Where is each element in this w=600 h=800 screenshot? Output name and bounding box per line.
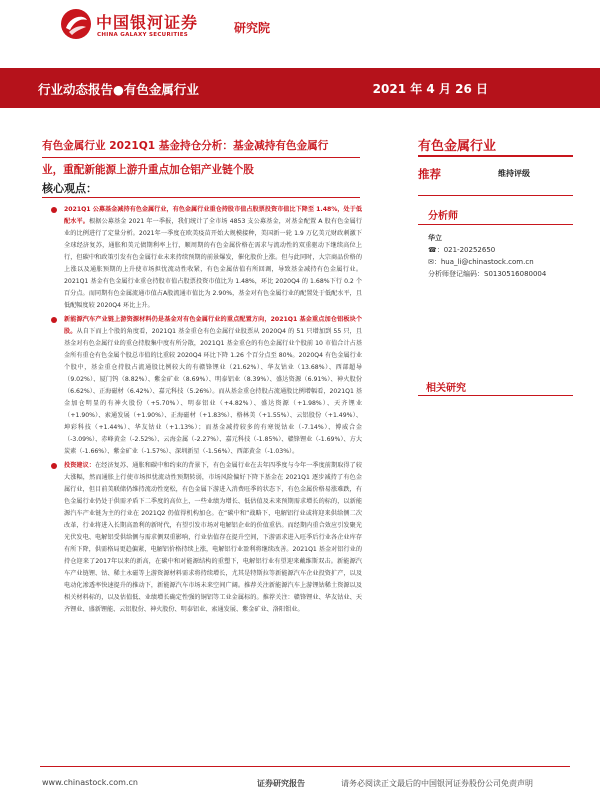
bullet-item bbox=[44, 460, 362, 616]
company-logo bbox=[60, 8, 271, 46]
footer-divider bbox=[40, 766, 570, 767]
bullet-item bbox=[44, 204, 362, 312]
related-divider bbox=[418, 395, 573, 396]
bullet-text: 从自下而上个股的角度看，2021Q1 基金重仓有色金属行业股票从 2020Q4 的 51 只增加到 55 只，且基金对有色金属行业的重仓持股集中度有所分散，2021Q1 基金重仓的有色金属行业个股前 10 市值合计占基金所有重仓有色金属个股总市值的比重较 2020Q4 环比下降 1.26 个百分点至 80%。2020Q4 有色金属行业个股中，基金重仓持股占流通股比例较大的有赣锋锂业（21.62%）、华友钴业（13.68%）、西部超导（9.02%）、厦门钨（8.82%）、紫金矿业（8.69%）、明泰铝业（8.39%）、盛达资源（6.91%）、神火股份（6.62%）、正海磁材（6.42%）、嘉元科技（5.26%）。而从基金重仓持股占流通股比例增幅看，2021Q1 基金加仓明显的有神火股份（+5.70%）、明泰铝业（+4.82%）、盛达资源（+1.98%）、天齐锂业（+1.90%）、索通发展（+1.90%）、正海磁材（+1.83%）、格林美（+1.55%）、云铝股份（+1.49%）、坤彩科技（+1.44%）、华友钴业（+1.13%）；而基金减持较多的有寒锐钴业（-7.14%）、博威合金（-3.09%）、赤峰黄金（-2.52%）、云海金属（-2.27%）、嘉元科技（-1.85%）、赣锋锂业（-1.69%）、方大炭素（-1.66%）、紫金矿业（-1.57%）、深圳新星（-1.56%）、西部黄金（-1.03%）。 bbox=[64, 328, 362, 455]
report-title-line1: 有色金属行业 2021Q1 基金持仓分析：基金减持有色金属行 bbox=[42, 140, 329, 152]
bullet-highlight: 2021Q1 公募基金减持有色金属行业，有色金属行业重仓持股市值占股票投资市值比下降至 1.48%，处于低配水平。 bbox=[64, 206, 362, 225]
footer-website[interactable]: www.chinastock.com.cn bbox=[42, 778, 138, 787]
rating-recommend: 推荐 bbox=[418, 167, 441, 181]
analyst-phone: ☎：021-20252650 bbox=[428, 246, 496, 254]
logo-dept: 研究院 bbox=[234, 21, 271, 35]
analyst-cert: 分析师登记编码：S0130516080004 bbox=[428, 270, 547, 278]
report-title-line2: 业，重配新能源上游升重点加仓铝产业链个股 bbox=[42, 164, 254, 176]
bullet-dot-icon bbox=[51, 463, 57, 469]
side-divider bbox=[418, 195, 573, 196]
footer-disclaimer: 请务必阅读正文最后的中国银河证券股份公司免责声明 bbox=[341, 779, 533, 788]
analyst-label: 分析师 bbox=[428, 211, 458, 222]
analyst-name: 华立 bbox=[428, 234, 442, 242]
core-divider bbox=[42, 197, 360, 198]
core-label: 核心观点： bbox=[42, 182, 97, 195]
header-band bbox=[0, 68, 600, 108]
bullet-item bbox=[44, 314, 362, 458]
analyst-email[interactable]: ✉：hua_li@chinastock.com.cn bbox=[428, 258, 534, 266]
core-points bbox=[44, 204, 362, 618]
title-divider bbox=[42, 157, 360, 158]
analyst-divider bbox=[418, 224, 573, 225]
bullet-text: 在经济复苏、通胀和碳中和约束的背景下，有色金属行业在去年四季度与今年一季度前期取得了较大涨幅，然而通胀上行使市场担忧流动性预期转弱，市场风险偏好下降下基金在 2021Q1 逐步减持了有色金属行业，但目前美联储仍维持流动性宽松，有色金属下游进入消费旺季的状态下，有色金属价格易涨难跌，有色金属行业仍处于供需矛盾下二季度的高位上，一些业绩为增长、低估值及未来预期需求增长的标的，以新能源汽车产业链为主的行业在 2021Q2 仍值得机构加仓。在“碳中和”战略下，电解铝行业或将迎来供给侧二次改革，行业将进入长期高盈利的新时代，有望引发市场对电解铝企业的价值重估。而经期内重合效应引发聚光光伏发电、电解铝受供给侧与需求侧双重影响，行业估值存在提升空间，下游需求进入旺季后行业各企业库存有所下降，供需格局更趋偏紧，电解铝价格持续上涨，电解铝行业盈利将继续改善。2021Q1 基金对铝行业的持仓迎来了2017年以来的新高，在碳中和对能源结构的重塑下，电解铝行业有望迎来戴维斯双击。新能源汽车产业链锂、钴、稀土永磁等上游资源材料需求将持续增长，尤其是特斯拉等新能源汽车企业投资扩产，以及电动化渗透率快速提升的推动下，新能源汽车市场未来空间广阔。推荐关注新能源汽车上游锂钴稀土资源以及相关材料标的，以及估值低、业绩增长确定性强的铜铝等工业金属标的。推荐关注：赣锋锂业、华友钴业、天齐锂业、盛新锂能、云铝股份、神火股份、明泰铝业、索通发展、紫金矿业、洛阳钼业。 bbox=[64, 462, 362, 613]
industry-name bbox=[418, 135, 568, 154]
rating-divider bbox=[418, 155, 573, 157]
bullet-text: 根据公募基金 2021 年一季报，我们统计了全市场 4853 支公募基金，对基金配置 A 股有色金属行业的比例进行了定量分析。2021年一季度在欧美疫苗开始大规模接种，美国新一轮 1.9 万亿美元财政刺激下全球经济复苏，通胀和美元债期利率上行，顺周期的有色金属价格在需求与流动性的双重驱动下继续高位上行，但碳中和政策引发有色金属行业未来持续预期的前景爆发，催化股价上涨。但与此同时，大宗商品价格的上涨以及通胀预期的上升使市场担忧流动性收紧，有色金属估值有所回调，导致基金减持有色金属行业。2021Q1 基金有色金属行业重仓持股市值占股票投资市值比为 1.48%，环比 2020Q4 的 1.68%下行 0.2 个百分点。而同期有色金属流通市值占A股流通市值比为 2.90%，基金对有色金属行业的配置处于低配水平，且低配幅度较 2020Q4 环比上升。 bbox=[64, 218, 362, 309]
logo-text-cn: 中国银河证券 bbox=[96, 13, 199, 32]
footer-report-type: 证券研究报告 bbox=[257, 779, 305, 788]
report-type: 行业动态报告●有色金属行业 bbox=[38, 82, 199, 97]
report-date: 2021 年 4 月 26 日 bbox=[372, 82, 488, 96]
analyst-info bbox=[428, 232, 546, 280]
galaxy-logo-icon bbox=[60, 8, 92, 40]
bullet-highlight: 新能源汽车产业链上游资源材料仍是基金对有色金属行业的重点配置方向，2021Q1 基金重点加仓铝板块个股。 bbox=[64, 316, 362, 335]
rating-row bbox=[418, 166, 568, 182]
bullet-dot-icon bbox=[51, 317, 57, 323]
bullet-dot-icon bbox=[51, 207, 57, 213]
industry-label: 有色金属行业 bbox=[418, 139, 497, 154]
logo-text-en: CHINA GALAXY SECURITIES bbox=[97, 32, 189, 38]
rating-keep: 维持评级 bbox=[498, 169, 530, 178]
related-research-label: 相关研究 bbox=[426, 383, 466, 394]
bullet-highlight: 投资建议： bbox=[64, 462, 96, 469]
